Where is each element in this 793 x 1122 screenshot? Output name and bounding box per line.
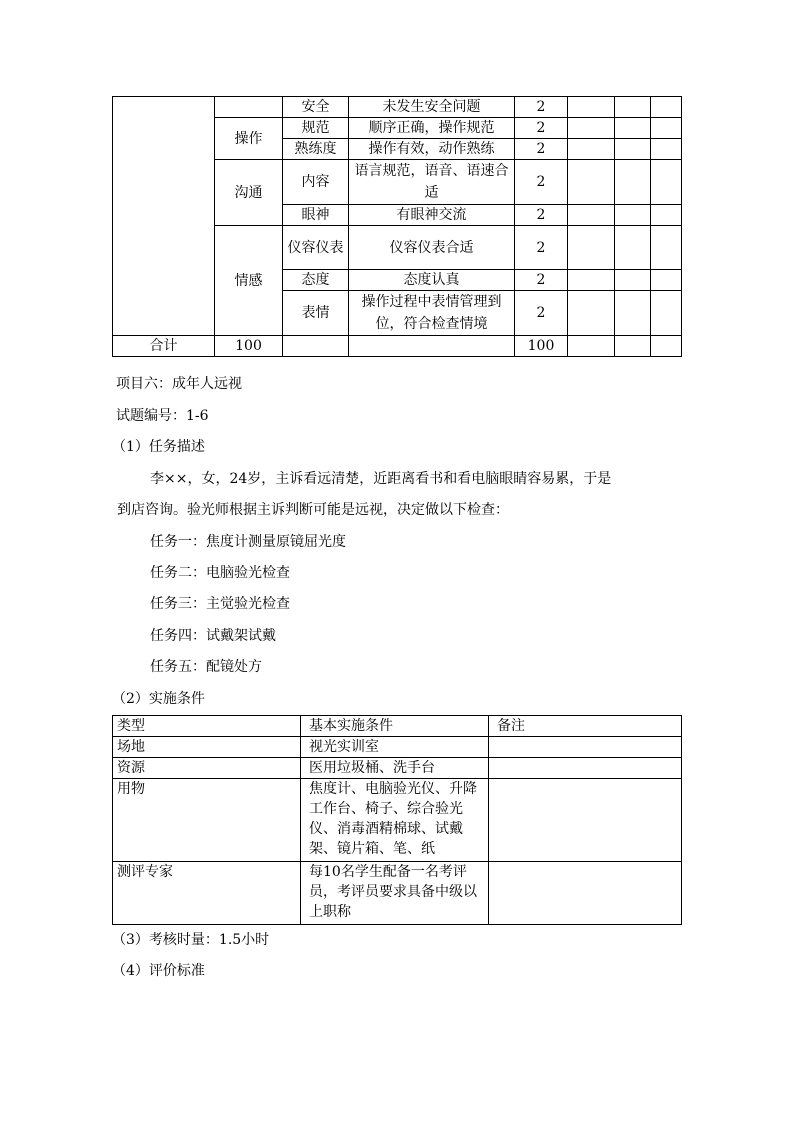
note-cell (489, 779, 682, 862)
total-row (113, 336, 682, 357)
table-row (113, 97, 682, 118)
empty-cell (651, 226, 682, 270)
empty-cell (283, 336, 349, 357)
table-row (113, 758, 682, 779)
table-row (113, 737, 682, 758)
section-heading-conditions: （2）实施条件 (112, 691, 205, 707)
question-code: 试题编号：1-6 (116, 408, 209, 424)
conditions-table (112, 715, 682, 925)
sub-item-cell: 态度 (283, 270, 349, 291)
empty-cell (568, 139, 615, 160)
empty-cell (568, 205, 615, 226)
empty-cell (568, 97, 615, 118)
sub-item-cell: 规范 (283, 118, 349, 139)
task-item: 任务一：焦度计测量原镜屈光度 (150, 534, 346, 550)
empty-cell (651, 205, 682, 226)
score-cell: 2 (515, 118, 568, 139)
empty-cell (651, 118, 682, 139)
empty-cell (615, 118, 651, 139)
empty-cell (615, 139, 651, 160)
sub-item-cell: 表情 (283, 291, 349, 336)
table-row (113, 862, 682, 925)
task-item: 任务五：配镜处方 (150, 659, 262, 675)
condition-cell: 每10名学生配备一名考评员，考评员要求具备中级以上职称 (301, 862, 489, 925)
empty-cell (651, 291, 682, 336)
task-item: 任务四：试戴架试戴 (150, 628, 276, 644)
empty-cell (651, 160, 682, 205)
score-cell: 2 (515, 226, 568, 270)
sub-item-cell: 仪容仪表 (283, 226, 349, 270)
sub-item-cell: 眼神 (283, 205, 349, 226)
empty-cell (615, 226, 651, 270)
criteria-cell: 操作有效，动作熟练 (349, 139, 515, 160)
score-cell: 2 (515, 270, 568, 291)
note-cell (489, 737, 682, 758)
empty-cell (568, 118, 615, 139)
note-cell (489, 758, 682, 779)
sub-item-cell: 安全 (283, 97, 349, 118)
total-score: 100 (515, 336, 568, 357)
type-cell: 资源 (113, 758, 301, 779)
header-note: 备注 (489, 716, 682, 737)
empty-cell (615, 97, 651, 118)
empty-cell (615, 205, 651, 226)
score-cell: 2 (515, 291, 568, 336)
note-cell (489, 862, 682, 925)
type-cell: 场地 (113, 737, 301, 758)
task-item: 任务三：主觉验光检查 (150, 596, 290, 612)
section-heading-evaluation: （4）评价标准 (112, 963, 205, 979)
criteria-cell: 仪容仪表合适 (349, 226, 515, 270)
criteria-cell: 顺序正确，操作规范 (349, 118, 515, 139)
criteria-cell: 态度认真 (349, 270, 515, 291)
empty-cell (615, 291, 651, 336)
category-cell (113, 97, 215, 336)
empty-cell (568, 226, 615, 270)
criteria-cell: 语言规范，语音、语速合适 (349, 160, 515, 205)
empty-cell (615, 336, 651, 357)
score-cell: 2 (515, 160, 568, 205)
description-paragraph-cont: 到店咨询。验光师根据主诉判断可能是远视，决定做以下检查： (117, 502, 509, 518)
total-value: 100 (215, 336, 283, 357)
description-paragraph: 李××，女，24岁，主诉看远清楚，近距离看书和看电脑眼睛容易累，于是 (150, 471, 612, 487)
empty-cell (568, 291, 615, 336)
header-type: 类型 (113, 716, 301, 737)
type-cell: 用物 (113, 779, 301, 862)
empty-cell (349, 336, 515, 357)
score-cell: 2 (515, 139, 568, 160)
score-cell: 2 (515, 205, 568, 226)
project-title: 项目六：成年人远视 (116, 376, 242, 392)
criteria-cell: 有眼神交流 (349, 205, 515, 226)
group-cell-communication: 沟通 (215, 160, 283, 226)
empty-cell (651, 139, 682, 160)
score-table (112, 96, 682, 357)
empty-cell (651, 270, 682, 291)
type-cell: 测评专家 (113, 862, 301, 925)
total-label: 合计 (113, 336, 215, 357)
header-condition: 基本实施条件 (301, 716, 489, 737)
sub-item-cell: 熟练度 (283, 139, 349, 160)
condition-cell: 焦度计、电脑验光仪、升降工作台、椅子、综合验光仪、消毒酒精棉球、试戴架、镜片箱、笔、纸 (301, 779, 489, 862)
task-item: 任务二：电脑验光检查 (150, 565, 290, 581)
section-heading-duration: （3）考核时量：1.5小时 (112, 932, 270, 948)
criteria-cell: 操作过程中表情管理到位，符合检查情境 (349, 291, 515, 336)
table-row (113, 779, 682, 862)
empty-cell (651, 336, 682, 357)
group-cell-emotion: 情感 (215, 226, 283, 336)
empty-cell (615, 160, 651, 205)
group-cell (215, 97, 283, 118)
empty-cell (568, 336, 615, 357)
condition-cell: 视光实训室 (301, 737, 489, 758)
empty-cell (615, 270, 651, 291)
empty-cell (651, 97, 682, 118)
table-header-row (113, 716, 682, 737)
empty-cell (568, 270, 615, 291)
section-heading-task: （1）任务描述 (112, 439, 205, 455)
condition-cell: 医用垃圾桶、洗手台 (301, 758, 489, 779)
sub-item-cell: 内容 (283, 160, 349, 205)
empty-cell (568, 160, 615, 205)
group-cell-operation: 操作 (215, 118, 283, 160)
criteria-cell: 未发生安全问题 (349, 97, 515, 118)
score-cell: 2 (515, 97, 568, 118)
